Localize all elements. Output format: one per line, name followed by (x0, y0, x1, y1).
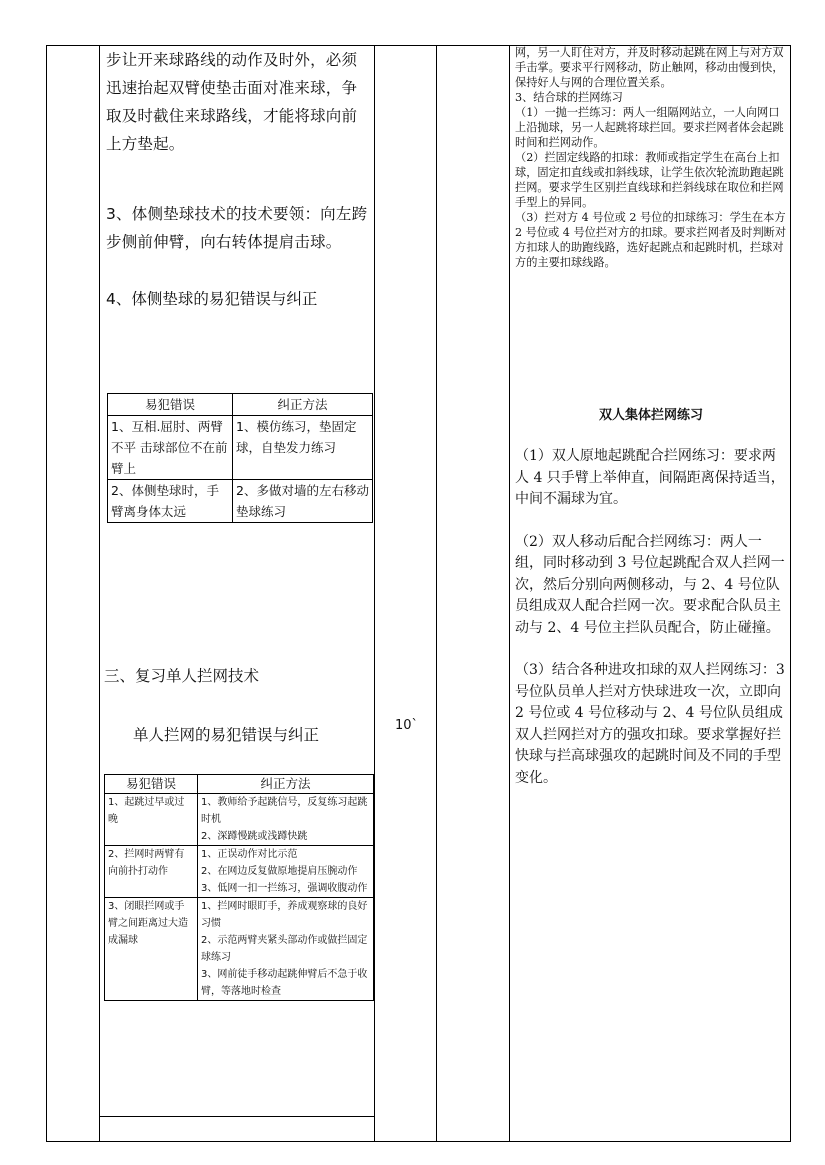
table-errors-block (104, 774, 374, 1001)
paragraph: （1）一抛一拦练习：两人一组隔网站立，一人向网口上沿抛球，另一人起跳将球拦回。要求拦网者体会起跳时间和拦网动作。 (515, 106, 784, 149)
point-3-technique: 3、体侧垫球技术的技术要领：向左跨步侧前伸臂，向右转体提肩击球。 (106, 205, 368, 251)
table-cell: 1、正误动作对比示范 2、在网边反复做原地提肩压腕动作 3、低网一扣一拦练习，强调收腹动作 (198, 846, 374, 898)
paragraph: （2）拦固定线路的扣球：教师或指定学生在高台上扣球，固定扣直线或扣斜线球，让学生依次轮流助跑起跳拦网。要求学生区别拦直线球和拦斜线球在取位和拦网手型上的异同。 (515, 151, 784, 209)
table-cell: 3、闭眼拦网或手臂之间距离过大造成漏球 (105, 898, 198, 1001)
paragraph: （1）双人原地起跳配合拦网练习：要求两人 4 只手臂上举伸直，间隔距离保持适当，中间不漏球为宜。 (515, 448, 785, 507)
section-title: 双人集体拦网练习 (598, 408, 703, 423)
point-4-heading: 4、体侧垫球的易犯错误与纠正 (106, 290, 318, 308)
table-cell: 2、体侧垫球时，手臂离身体太远 (108, 480, 233, 523)
block-drill-text (515, 45, 787, 270)
table-row (108, 416, 373, 480)
table-row (105, 846, 374, 898)
table-cell: 2、多做对墙的左右移动垫球练习 (233, 480, 373, 523)
table-header: 纠正方法 (233, 394, 373, 416)
table-cell: 2、拦网时两臂有向前扑打动作 (105, 846, 198, 898)
table-row (108, 480, 373, 523)
paragraph: （3）结合各种进攻扣球的双人拦网练习：3 号位队员单人拦对方快球进攻一次，立即向 2 号位或 4 号位移动与 2、4 号位队员组成双人拦网拦对方的强攻扣球。要求掌握好拦快球与拦高球强攻的起跳时间及不同的手型变化。 (515, 662, 785, 786)
table-row (105, 794, 374, 846)
paragraph: 3、结合球的拦网练习 (515, 91, 623, 104)
column-divider-2 (374, 45, 375, 1142)
paragraph: （3）拦对方 4 号位或 2 号位的扣球练习：学生在本方 2 号位或 4 号位拦对方的扣球。要求拦网者及时判断对方扣球人的助跑线路，选好起跳点和起跳时机，拦球对方的主要扣球线路。 (515, 211, 787, 269)
duration-label: 10` (395, 718, 419, 733)
table-cell: 1、互相.屈肘、两臂不平 击球部位不在前臂上 (108, 416, 233, 480)
table-cell: 1、起跳过早或过晚 (105, 794, 198, 846)
table-cell: 1、模仿练习，垫固定球，自垫发力练习 (233, 416, 373, 480)
table-row (105, 898, 374, 1001)
table-cell: 1、拦网时眼盯手，养成观察球的良好习惯 2、示范两臂夹紧头部动作或做拦固定球练习 3、网前徒手移动起跳伸臂后不急于收臂，等落地时检查 (198, 898, 374, 1001)
paragraph-intro: 步让开来球路线的动作及时外，必须迅速抬起双臂使垫击面对准来球，争取及时截住来球路线，才能将球向前上方垫起。 (106, 51, 358, 153)
paragraph: 网，另一人盯住对方，并及时移动起跳在网上与对方双手击掌。要求平行网移动，防止触网，移动由慢到快，保持好人与网的合理位置关系。 (515, 46, 784, 89)
bottom-rule (99, 1116, 374, 1117)
table-header: 易犯错误 (108, 394, 233, 416)
column-divider-1 (99, 45, 100, 1142)
table-errors-side-dig (107, 393, 373, 523)
section-3-heading: 三、复习单人拦网技术 (104, 667, 260, 685)
table-header: 易犯错误 (105, 775, 198, 794)
table-header: 纠正方法 (198, 775, 374, 794)
double-block-text (515, 446, 787, 789)
table-cell: 1、教师给予起跳信号，反复练习起跳时机 2、深蹲慢跳或浅蹲快跳 (198, 794, 374, 846)
column-divider-4 (509, 45, 510, 1142)
paragraph: （2）双人移动后配合拦网练习：两人一组，同时移动到 3 号位起跳配合双人拦网一次，然后分别向两侧移动，与 2、4 号位队员组成双人配合拦网一次。要求配合队员主动与 2、4 号位主拦队员配合，防止碰撞。 (515, 533, 785, 636)
column-divider-3 (436, 45, 437, 1142)
block-subtitle: 单人拦网的易犯错误与纠正 (133, 726, 320, 744)
